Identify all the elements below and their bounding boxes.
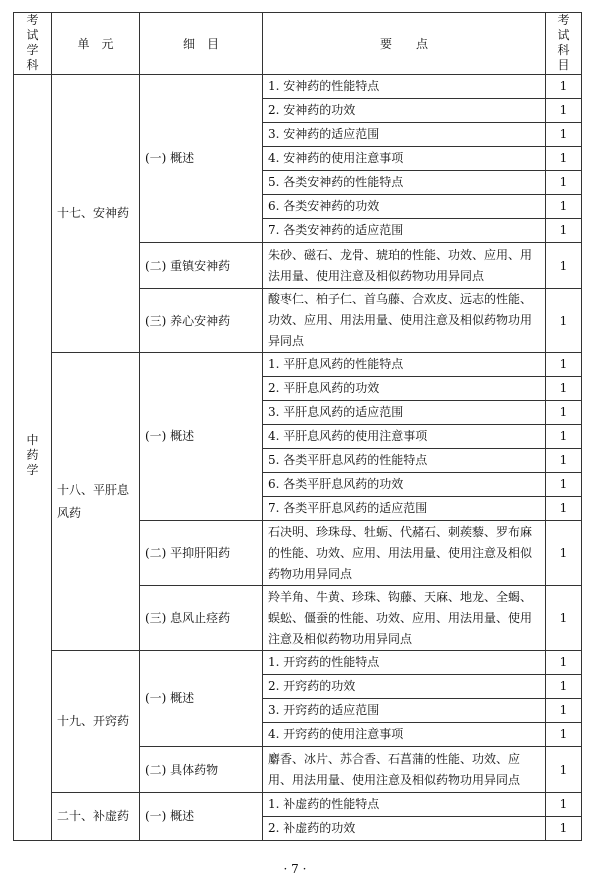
header-subject: 考试学科 — [14, 13, 52, 75]
count-cell: 1 — [546, 377, 582, 401]
count-cell: 1 — [546, 195, 582, 219]
points-cell: 1. 安神药的性能特点 — [263, 75, 546, 99]
count-cell: 1 — [546, 586, 582, 651]
count-cell: 1 — [546, 699, 582, 723]
count-cell: 1 — [546, 723, 582, 747]
table-row — [14, 75, 582, 99]
count-cell: 1 — [546, 651, 582, 675]
header-unit: 单 元 — [52, 13, 140, 75]
points-cell: 6. 各类安神药的功效 — [263, 195, 546, 219]
detail-cell: (二) 具体药物 — [140, 747, 263, 793]
header-points: 要 点 — [263, 13, 546, 75]
detail-cell: (一) 概述 — [140, 353, 263, 521]
unit-cell: 十七、安神药 — [52, 75, 140, 353]
points-cell: 4. 安神药的使用注意事项 — [263, 147, 546, 171]
points-cell: 1. 补虚药的性能特点 — [263, 793, 546, 817]
unit-cell: 十八、平肝息风药 — [52, 353, 140, 651]
points-cell: 6. 各类平肝息风药的功效 — [263, 473, 546, 497]
count-cell: 1 — [546, 99, 582, 123]
count-cell: 1 — [546, 75, 582, 99]
unit-cell: 二十、补虚药 — [52, 793, 140, 841]
count-cell: 1 — [546, 473, 582, 497]
points-cell: 4. 开窍药的使用注意事项 — [263, 723, 546, 747]
points-cell: 石决明、珍珠母、牡蛎、代赭石、刺蒺藜、罗布麻的性能、功效、应用、用法用量、使用注意及相似药物功用异同点 — [263, 521, 546, 586]
points-cell: 3. 平肝息风药的适应范围 — [263, 401, 546, 425]
subject-cell: 中药学 — [14, 75, 52, 841]
count-cell: 1 — [546, 171, 582, 195]
detail-cell: (一) 概述 — [140, 75, 263, 243]
count-cell: 1 — [546, 497, 582, 521]
points-cell: 5. 各类平肝息风药的性能特点 — [263, 449, 546, 473]
table-row — [14, 651, 582, 675]
points-cell: 2. 补虚药的功效 — [263, 817, 546, 841]
count-cell: 1 — [546, 353, 582, 377]
points-cell: 2. 安神药的功效 — [263, 99, 546, 123]
unit-cell: 十九、开窍药 — [52, 651, 140, 793]
points-cell: 3. 开窍药的适应范围 — [263, 699, 546, 723]
points-cell: 羚羊角、牛黄、珍珠、钩藤、天麻、地龙、全蝎、蜈蚣、僵蚕的性能、功效、应用、用法用量、使用注意及相似药物功用异同点 — [263, 586, 546, 651]
points-cell: 7. 各类安神药的适应范围 — [263, 219, 546, 243]
points-cell: 麝香、冰片、苏合香、石菖蒲的性能、功效、应用、用法用量、使用注意及相似药物功用异同点 — [263, 747, 546, 793]
page-number: · 7 · — [283, 862, 307, 876]
table-row — [14, 793, 582, 817]
points-cell: 2. 开窍药的功效 — [263, 675, 546, 699]
detail-cell: (二) 重镇安神药 — [140, 243, 263, 289]
points-cell: 3. 安神药的适应范围 — [263, 123, 546, 147]
table-row — [14, 353, 582, 377]
count-cell: 1 — [546, 289, 582, 353]
header-row — [14, 13, 582, 75]
points-cell: 1. 开窍药的性能特点 — [263, 651, 546, 675]
count-cell: 1 — [546, 147, 582, 171]
count-cell: 1 — [546, 449, 582, 473]
count-cell: 1 — [546, 123, 582, 147]
detail-cell: (三) 养心安神药 — [140, 289, 263, 353]
count-cell: 1 — [546, 425, 582, 449]
count-cell: 1 — [546, 243, 582, 289]
count-cell: 1 — [546, 675, 582, 699]
count-cell: 1 — [546, 793, 582, 817]
count-cell: 1 — [546, 401, 582, 425]
points-cell: 朱砂、磁石、龙骨、琥珀的性能、功效、应用、用法用量、使用注意及相似药物功用异同点 — [263, 243, 546, 289]
points-cell: 酸枣仁、柏子仁、首乌藤、合欢皮、远志的性能、功效、应用、用法用量、使用注意及相似药物功用异同点 — [263, 289, 546, 353]
count-cell: 1 — [546, 817, 582, 841]
points-cell: 7. 各类平肝息风药的适应范围 — [263, 497, 546, 521]
header-count: 考试科目 — [546, 13, 582, 75]
detail-cell: (二) 平抑肝阳药 — [140, 521, 263, 586]
detail-cell: (一) 概述 — [140, 793, 263, 841]
points-cell: 2. 平肝息风药的功效 — [263, 377, 546, 401]
count-cell: 1 — [546, 521, 582, 586]
count-cell: 1 — [546, 747, 582, 793]
count-cell: 1 — [546, 219, 582, 243]
points-cell: 5. 各类安神药的性能特点 — [263, 171, 546, 195]
detail-cell: (三) 息风止痉药 — [140, 586, 263, 651]
points-cell: 1. 平肝息风药的性能特点 — [263, 353, 546, 377]
detail-cell: (一) 概述 — [140, 651, 263, 747]
header-detail: 细 目 — [140, 13, 263, 75]
points-cell: 4. 平肝息风药的使用注意事项 — [263, 425, 546, 449]
syllabus-table — [13, 12, 582, 841]
